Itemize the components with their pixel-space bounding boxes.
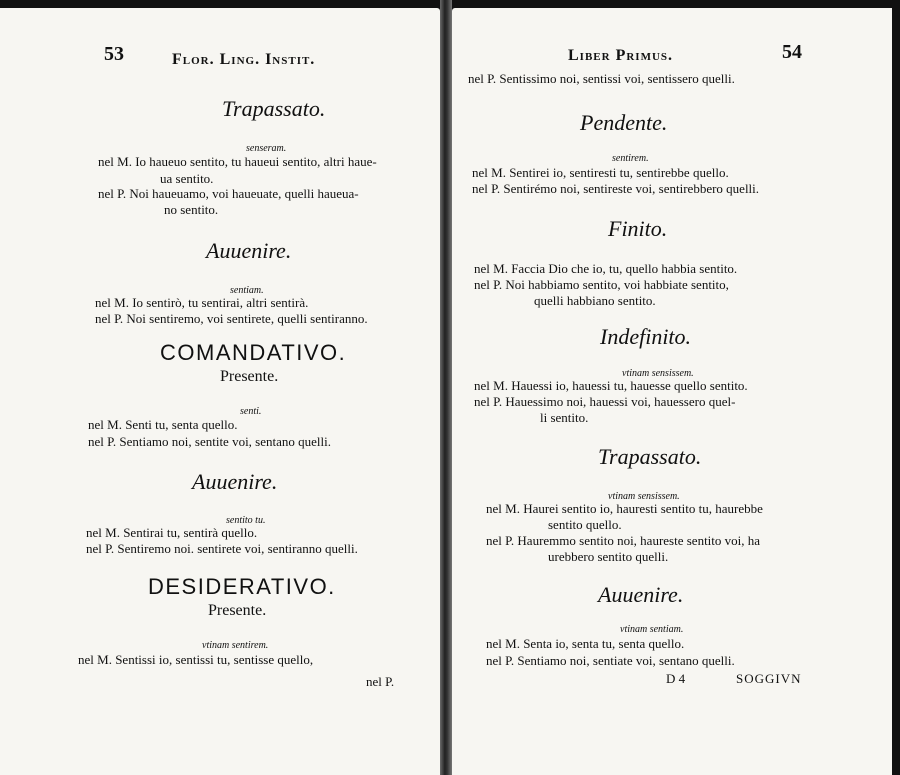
conjugation-line: nel M. Haurei sentito io, hauresti sentito tu, haurebbe <box>486 501 763 516</box>
mood-heading-comandativo: COMANDATIVO. <box>160 340 347 365</box>
conjugation-line: li sentito. <box>540 410 589 425</box>
running-head: Flor. Ling. Instit. <box>172 51 316 68</box>
conjugation-line: nel P. Sentirémo noi, sentireste voi, sentirebbero quelli. <box>472 181 760 196</box>
latin-verb: sentito tu. <box>226 515 266 526</box>
latin-verb: vtinam sensissem. <box>622 368 694 379</box>
signature-mark: D 4 <box>666 671 686 686</box>
latin-verb: vtinam sentiam. <box>620 624 684 635</box>
conjugation-line: nel P. Noi haueuamo, voi haueuate, quelli haueua- <box>98 186 359 201</box>
conjugation-line: sentito quello. <box>548 517 622 532</box>
conjugation-line: no sentito. <box>164 202 219 217</box>
latin-verb: vtinam sensissem. <box>608 491 680 502</box>
conjugation-line: nel M. Io haueuo sentito, tu haueui sentito, altri haue- <box>98 154 377 169</box>
conjugation-line: nel M. Senta io, senta tu, senta quello. <box>486 636 685 651</box>
conjugation-line: nel M. Senti tu, senta quello. <box>88 417 238 432</box>
conjugation-line: nel M. Sentirei io, sentiresti tu, sentirebbe quello. <box>472 165 729 180</box>
conjugation-line: nel P. Sentiamo noi, sentiate voi, sentano quelli. <box>486 653 735 668</box>
right-page <box>452 8 892 775</box>
section-heading-auuenire: Auuenire. <box>192 469 278 494</box>
conjugation-line: nel M. Hauessi io, hauessi tu, hauesse quello sentito. <box>474 378 748 393</box>
book-gutter <box>440 0 452 775</box>
catchword: SOGGIVN <box>736 671 802 686</box>
left-page <box>0 8 440 775</box>
latin-verb: senti. <box>240 406 262 417</box>
latin-verb: senseram. <box>246 143 287 154</box>
conjugation-line: nel P. Sentiamo noi, sentite voi, sentano quelli. <box>88 434 332 449</box>
latin-verb: sentiam. <box>230 285 264 296</box>
running-head: Liber Primus. <box>568 47 674 64</box>
section-heading-trapassato: Trapassato. <box>222 96 326 121</box>
tense-heading-presente: Presente. <box>208 602 267 619</box>
conjugation-line: nel P. Noi sentiremo, voi sentirete, quelli sentiranno. <box>95 311 368 326</box>
section-heading-finito: Finito. <box>608 216 668 241</box>
page-number: 53 <box>104 43 124 65</box>
section-heading-auuenire: Auuenire. <box>206 238 292 263</box>
mood-heading-desiderativo: DESIDERATIVO. <box>148 574 336 599</box>
conjugation-line: urebbero sentito quelli. <box>548 549 669 564</box>
conjugation-line: ua sentito. <box>160 171 214 186</box>
conjugation-line: nel M. Sentirai tu, sentirà quello. <box>86 525 258 540</box>
conjugation-line: nel M. Io sentirò, tu sentirai, altri sentirà. <box>95 295 309 310</box>
conjugation-line: nel M. Faccia Dio che io, tu, quello habbia sentito. <box>474 261 738 276</box>
section-heading-trapassato: Trapassato. <box>598 444 702 469</box>
tense-heading-presente: Presente. <box>220 368 279 385</box>
latin-verb: sentirem. <box>612 153 649 164</box>
section-heading-auuenire: Auuenire. <box>598 582 684 607</box>
conjugation-line: nel P. Sentissimo noi, sentissi voi, sentissero quelli. <box>468 71 735 86</box>
section-heading-indefinito: Indefinito. <box>600 324 692 349</box>
conjugation-line: nel P. Hauremmo sentito noi, haureste sentito voi, ha <box>486 533 761 548</box>
conjugation-line: nel P. Hauessimo noi, hauessi voi, hauessero quel- <box>474 394 736 409</box>
page-number: 54 <box>782 41 802 63</box>
section-heading-pendente: Pendente. <box>580 110 668 135</box>
conjugation-line: quelli habbiano sentito. <box>534 293 656 308</box>
conjugation-line: nel P. Noi habbiamo sentito, voi habbiate sentito, <box>474 277 729 292</box>
conjugation-line: nel M. Sentissi io, sentissi tu, sentisse quello, <box>78 652 314 667</box>
latin-verb: vtinam sentirem. <box>202 640 269 651</box>
catchword: nel P. <box>366 674 395 689</box>
conjugation-line: nel P. Sentiremo noi. sentirete voi, sentiranno quelli. <box>86 541 358 556</box>
